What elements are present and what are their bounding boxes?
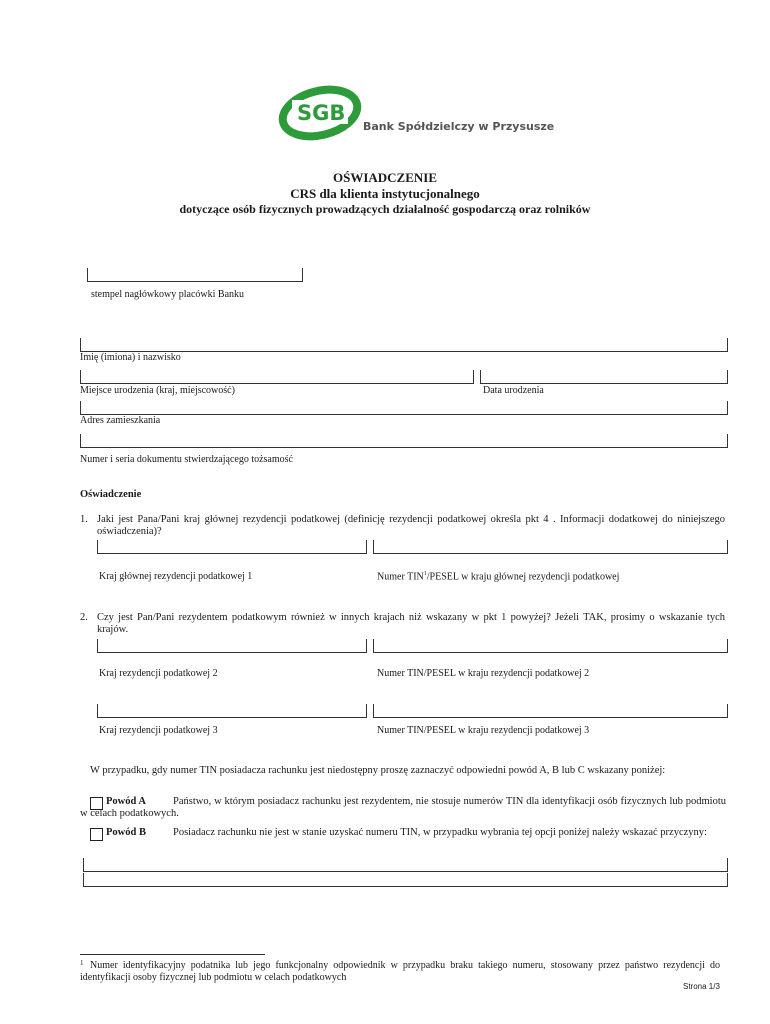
- reason-a-text: Państwo, w którym posiadacz rachunku jest rezydentem, nie stosuje numerów TIN dla identyfikacji osób fizycznych lub podmiotu w celach podatkowych.: [80, 796, 726, 819]
- address-field[interactable]: [80, 401, 728, 415]
- footnote-number: 1: [80, 959, 84, 967]
- bank-logo: [278, 84, 528, 144]
- birth-place-field[interactable]: [80, 370, 474, 384]
- question-2-number: 2.: [80, 612, 88, 623]
- reason-b-field-2[interactable]: [83, 873, 728, 887]
- reason-b-field-1[interactable]: [83, 858, 728, 872]
- country-3-field[interactable]: [97, 704, 367, 718]
- country-2-label: Kraj rezydencji podatkowej 2: [99, 668, 218, 679]
- reason-b-checkbox[interactable]: [90, 828, 103, 841]
- title-line-1: OŚWIADCZENIE: [332, 170, 438, 185]
- question-1-text: Jaki jest Pana/Pani kraj głównej rezydencji podatkowej (definicję rezydencji podatkowej określa pkt 4 . Informacji dodatkowej do niniejszego oświadczenia)?: [97, 514, 725, 537]
- logo-text: SGB: [297, 101, 346, 125]
- question-2-text: Czy jest Pan/Pani rezydentem podatkowym również w innych krajach niż wskazany w pkt 1 powyżej? Jeżeli TAK, prosimy o wskazanie tych krajów.: [97, 612, 725, 635]
- country-3-label: Kraj rezydencji podatkowej 3: [99, 725, 218, 736]
- name-label: Imię (imiona) i nazwisko: [80, 352, 181, 363]
- reason-b-label: Powód B: [106, 827, 146, 838]
- id-document-field[interactable]: [80, 434, 728, 448]
- id-document-label: Numer i seria dokumentu stwierdzającego tożsamość: [80, 454, 293, 465]
- title-line-3: dotyczące osób fizycznych prowadzących działalność gospodarczą oraz rolników: [179, 202, 591, 216]
- reasons-intro: W przypadku, gdy numer TIN posiadacza rachunku jest niedostępny proszę zaznaczyć odpowiedni powód A, B lub C wskazany poniżej:: [90, 765, 666, 776]
- address-label: Adres zamieszkania: [80, 415, 161, 426]
- tin-2-label: Numer TIN/PESEL w kraju rezydencji podatkowej 2: [377, 668, 590, 679]
- footnote-ref-1: 1: [423, 571, 427, 577]
- birth-place-label: Miejsce urodzenia (kraj, miejscowość): [80, 385, 235, 396]
- title-line-2: CRS dla klienta instytucjonalnego: [290, 186, 480, 201]
- country-2-field[interactable]: [97, 639, 367, 653]
- footnote-text: Numer identyfikacyjny podatnika lub jego funkcjonalny odpowiednik w przypadku braku takiego numeru, stosowany przez państwo rezydencji do identyfikacji osoby fizycznej lub podmiotu w celach podatkowych: [80, 960, 720, 983]
- name-field[interactable]: [80, 338, 728, 352]
- tin-3-label: Numer TIN/PESEL w kraju rezydencji podatkowej 3: [377, 725, 590, 736]
- reason-b-text: Posiadacz rachunku nie jest w stanie uzyskać numeru TIN, w przypadku wybrania tej opcji poniżej należy wskazać przyczyny:: [173, 827, 707, 838]
- q1-country-label: Kraj głównej rezydencji podatkowej 1: [99, 571, 253, 582]
- q1-tin-field[interactable]: [373, 540, 728, 554]
- q1-tin-label: Numer TIN$^1$/PESEL w kraju głównej rezydencji podatkowej: [377, 571, 620, 583]
- sgb-logo-icon: [278, 84, 528, 144]
- reason-a-label: Powód A: [106, 796, 146, 807]
- birth-date-label: Data urodzenia: [483, 385, 544, 396]
- declaration-heading: Oświadczenie: [80, 489, 142, 500]
- birth-date-field[interactable]: [480, 370, 728, 384]
- footnote-divider: [80, 954, 265, 955]
- stamp-label: stempel nagłówkowy placówki Banku: [91, 289, 245, 300]
- q1-country-field[interactable]: [97, 540, 367, 554]
- tin-2-field[interactable]: [373, 639, 728, 653]
- stamp-field[interactable]: [87, 268, 303, 282]
- bank-name: Bank Spółdzielczy w Przysusze: [363, 120, 555, 133]
- tin-3-field[interactable]: [373, 704, 728, 718]
- question-1-number: 1.: [80, 514, 88, 525]
- page-number: Strona 1/3: [683, 982, 720, 991]
